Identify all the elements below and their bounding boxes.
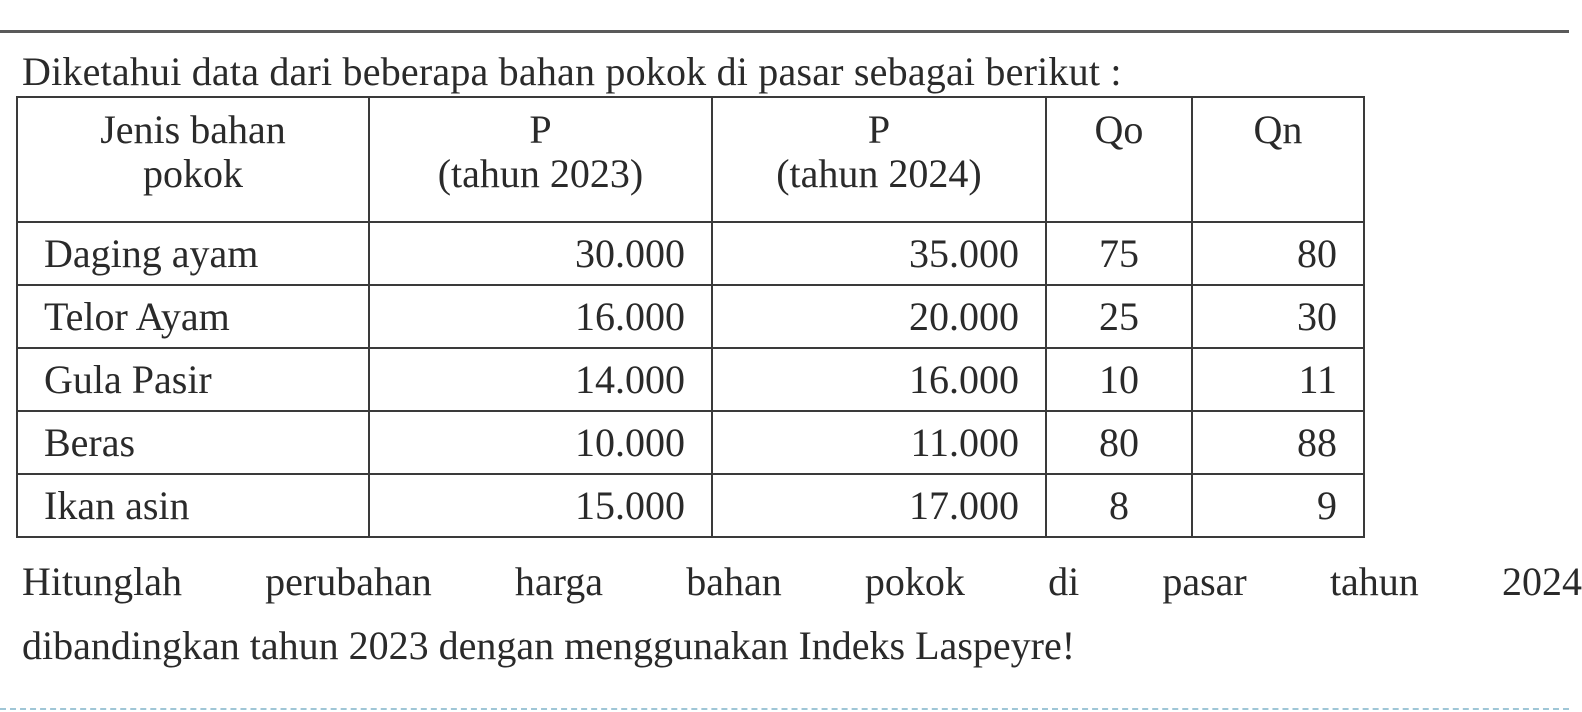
cell-name: Gula Pasir xyxy=(17,348,369,411)
question-word: Hitunglah xyxy=(22,559,182,604)
header-jenis-bahan xyxy=(17,97,369,222)
cell-qn: 88 xyxy=(1192,411,1364,474)
header-p-2023-line2: (tahun 2023) xyxy=(437,151,644,196)
question-word: di xyxy=(1048,559,1080,604)
header-jenis-bahan-line2: pokok xyxy=(143,151,243,196)
header-p-2024 xyxy=(712,97,1046,222)
header-jenis-bahan-line1: Jenis bahan xyxy=(100,107,286,152)
header-p-2023-line1: P xyxy=(529,107,552,152)
question-word: 2024 xyxy=(1501,559,1582,604)
cell-p2023: 15.000 xyxy=(369,474,712,537)
table-row xyxy=(17,285,1364,348)
question-word: pokok xyxy=(864,559,965,604)
cell-p2023: 14.000 xyxy=(369,348,712,411)
cell-qo: 25 xyxy=(1046,285,1192,348)
cell-p2024: 35.000 xyxy=(712,222,1046,285)
question-word: pasar xyxy=(1162,559,1247,604)
question-text xyxy=(22,550,1582,678)
question-word: harga xyxy=(514,559,604,604)
cell-p2024: 11.000 xyxy=(712,411,1046,474)
intro-text: Diketahui data dari beberapa bahan pokok di pasar sebagai berikut : xyxy=(22,49,1122,94)
cell-qo: 75 xyxy=(1046,222,1192,285)
table-row xyxy=(17,474,1364,537)
table-row xyxy=(17,411,1364,474)
cell-qn: 11 xyxy=(1192,348,1364,411)
top-rule xyxy=(0,30,1569,33)
question-word: perubahan xyxy=(265,559,432,604)
table-row xyxy=(17,348,1364,411)
question-word: tahun xyxy=(1329,559,1419,604)
question-word: bahan xyxy=(686,559,782,604)
question-line1 xyxy=(22,550,1582,614)
cell-p2024: 16.000 xyxy=(712,348,1046,411)
cell-qn: 30 xyxy=(1192,285,1364,348)
cell-p2023: 30.000 xyxy=(369,222,712,285)
cell-p2024: 17.000 xyxy=(712,474,1046,537)
cell-name: Beras xyxy=(17,411,369,474)
header-p-2023 xyxy=(369,97,712,222)
cell-qn: 80 xyxy=(1192,222,1364,285)
cell-p2024: 20.000 xyxy=(712,285,1046,348)
bottom-rule xyxy=(0,708,1569,710)
header-p-2024-line1: P xyxy=(867,107,891,152)
header-qn: Qn xyxy=(1192,97,1364,222)
header-row xyxy=(17,97,1364,222)
header-p-2024-line2: (tahun 2024) xyxy=(776,151,982,196)
cell-p2023: 16.000 xyxy=(369,285,712,348)
cell-name: Ikan asin xyxy=(17,474,369,537)
cell-qn: 9 xyxy=(1192,474,1364,537)
price-table xyxy=(16,96,1365,538)
table-row xyxy=(17,222,1364,285)
cell-name: Daging ayam xyxy=(17,222,369,285)
cell-p2023: 10.000 xyxy=(369,411,712,474)
header-qo: Qo xyxy=(1046,97,1192,222)
cell-name: Telor Ayam xyxy=(17,285,369,348)
cell-qo: 8 xyxy=(1046,474,1192,537)
question-line2: dibandingkan tahun 2023 dengan menggunakan Indeks Laspeyre! xyxy=(22,623,1076,668)
cell-qo: 10 xyxy=(1046,348,1192,411)
cell-qo: 80 xyxy=(1046,411,1192,474)
